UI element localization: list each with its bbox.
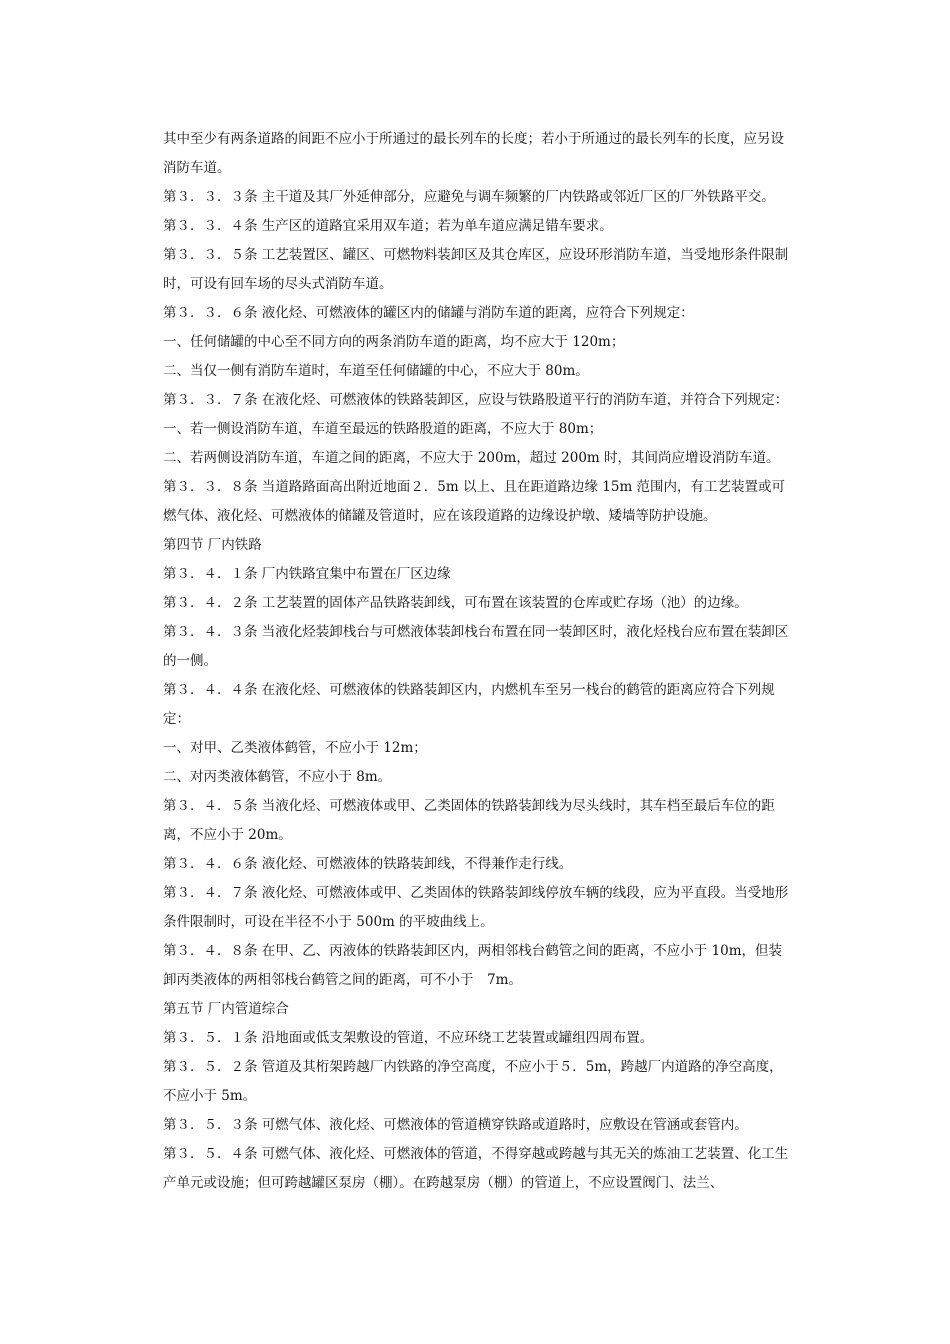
clause-3-3-6-item-2: 二、当仅一侧有消防车道时，车道至任何储罐的中心，不应大于 80m。 bbox=[163, 363, 589, 379]
clause-3-4-2: 第３．４．２条 工艺装置的固体产品铁路装卸线，可布置在该装置的仓库或贮存场（池）的边缘。 bbox=[163, 595, 748, 611]
clause-3-4-4-item-2: 二、对丙类液体鹤管，不应小于 8m。 bbox=[163, 769, 392, 785]
clause-3-3-5: 第３．３．５条 工艺装置区、罐区、可燃物料装卸区及其仓库区，应设环形消防车道，当受地形条件限制时，可设有回车场的尽头式消防车道。 bbox=[163, 247, 789, 292]
clause-3-3-6-item-1: 一、任何储罐的中心至不同方向的两条消防车道的距离，均不应大于 120m； bbox=[163, 334, 625, 350]
clause-3-3-3: 第３．３．３条 主干道及其厂外延伸部分，应避免与调车频繁的厂内铁路或邻近厂区的厂外铁路平交。 bbox=[163, 189, 775, 205]
clause-3-4-6: 第３．４．６条 液化烃、可燃液体的铁路装卸线，不得兼作走行线。 bbox=[163, 856, 573, 872]
clause-3-4-1: 第３．４．１条 厂内铁路宜集中布置在厂区边缘 bbox=[163, 566, 451, 582]
clause-3-4-7: 第３．４．７条 液化烃、可燃液体或甲、乙类固体的铁路装卸线停放车辆的线段，应为平直段。当受地形条件限制时，可设在半径不小于 500m 的平坡曲线上。 bbox=[163, 885, 789, 930]
clause-3-5-4: 第３．５．４条 可燃气体、液化烃、可燃液体的管道，不得穿越或跨越与其无关的炼油工艺装置、化工生产单元或设施；但可跨越罐区泵房（棚）。在跨越泵房（棚）的管道上，不应设置阀门、法兰、 bbox=[163, 1146, 789, 1191]
clause-3-3-7-item-2: 二、若两侧设消防车道，车道之间的距离，不应大于 200m，超过 200m 时，其间尚应增设消防车道。 bbox=[163, 450, 780, 466]
document-body bbox=[163, 125, 791, 1198]
clause-3-3-7-item-1: 一、若一侧设消防车道，车道至最远的铁路股道的距离，不应大于 80m； bbox=[163, 421, 603, 437]
clause-3-5-1: 第３．５．１条 沿地面或低支架敷设的管道，不应环绕工艺装置或罐组四周布置。 bbox=[163, 1030, 654, 1046]
clause-3-4-4-item-1: 一、对甲、乙类液体鹤管，不应小于 12m； bbox=[163, 740, 427, 756]
clause-3-5-3: 第３．５．３条 可燃气体、液化烃、可燃液体的管道横穿铁路或道路时，应敷设在管涵或套管内。 bbox=[163, 1117, 748, 1133]
clause-3-4-3: 第３．４．３条 当液化烃装卸栈台与可燃液体装卸栈台布置在同一装卸区时，液化烃栈台应布置在装卸区的一侧。 bbox=[163, 624, 789, 669]
clause-3-3-8: 第３．３．８条 当道路路面高出附近地面２．5m 以上、且在距道路边缘 15m 范围内，有工艺装置或可燃气体、液化烃、可燃液体的储罐及管道时，应在该段道路的边缘设护墩、矮墙等防护设施。 bbox=[163, 479, 786, 524]
clause-3-3-4: 第３．３．４条 生产区的道路宜采用双车道；若为单车道应满足错车要求。 bbox=[163, 218, 613, 234]
clause-3-4-4: 第３．４．４条 在液化烃、可燃液体的铁路装卸区内，内燃机车至另一栈台的鹤管的距离应符合下列规定： bbox=[163, 682, 775, 727]
clause-3-4-5: 第３．４．５条 当液化烃、可燃液体或甲、乙类固体的铁路装卸线为尽头线时，其车档至最后车位的距离，不应小于 20m。 bbox=[163, 798, 775, 843]
clause-3-3-7: 第３．３．７条 在液化烃、可燃液体的铁路装卸区，应设与铁路股道平行的消防车道，并符合下列规定： bbox=[163, 392, 789, 408]
paragraph-continuation: 其中至少有两条道路的间距不应小于所通过的最长列车的长度；若小于所通过的最长列车的长度，应另设消防车道。 bbox=[163, 131, 784, 176]
clause-3-4-8: 第３．４．８条 在甲、乙、丙液体的铁路装卸区内，两相邻栈台鹤管之间的距离，不应小于 10m，但装卸丙类液体的两相邻栈台鹤管之间的距离，可不小于 7m。 bbox=[163, 943, 783, 988]
clause-3-3-6: 第３．３．６条 液化烃、可燃液体的罐区内的储罐与消防车道的距离，应符合下列规定： bbox=[163, 305, 694, 321]
section-heading-5: 第五节 厂内管道综合 bbox=[163, 1001, 289, 1017]
section-heading-4: 第四节 厂内铁路 bbox=[163, 537, 262, 553]
clause-3-5-2: 第３．５．２条 管道及其桁架跨越厂内铁路的净空高度，不应小于５．5m，跨越厂内道路的净空高度，不应小于 5m。 bbox=[163, 1059, 783, 1104]
